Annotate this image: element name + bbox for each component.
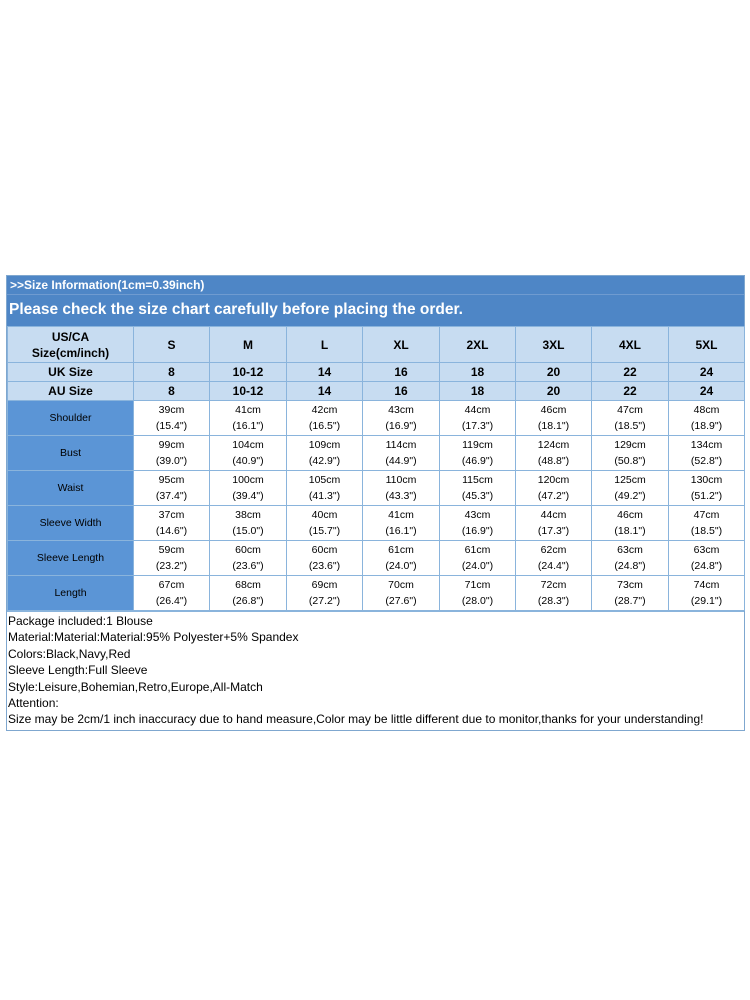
measurement-cell xyxy=(440,506,516,541)
inch-value: (24.0") xyxy=(461,560,494,572)
inch-value: (49.2") xyxy=(614,490,646,502)
inch-value: (18.9") xyxy=(690,420,723,432)
inch-value: (44.9") xyxy=(385,455,417,467)
measurement-label: Bust xyxy=(8,436,134,471)
measurement-row xyxy=(8,471,745,506)
measurement-cell xyxy=(287,576,363,611)
cm-value: 46cm xyxy=(617,509,643,521)
conversion-value: 14 xyxy=(287,363,363,382)
measurement-cell xyxy=(363,506,440,541)
cm-value: 46cm xyxy=(540,404,567,416)
inch-value: (15.0") xyxy=(232,525,264,537)
cm-value: 63cm xyxy=(693,544,720,556)
cm-value: 38cm xyxy=(235,509,261,521)
cm-value: 134cm xyxy=(690,439,723,451)
measurement-label: Length xyxy=(8,576,134,611)
measurement-cell xyxy=(516,541,592,576)
measurement-row xyxy=(8,541,745,576)
cm-value: 62cm xyxy=(540,544,567,556)
measurement-cell xyxy=(287,506,363,541)
measurement-cell xyxy=(440,401,516,436)
measurement-cell xyxy=(592,576,669,611)
measurement-label: Shoulder xyxy=(8,401,134,436)
size-column-header: M xyxy=(210,327,287,363)
size-table-body xyxy=(8,327,745,611)
measurement-cell xyxy=(363,436,440,471)
measurement-cell xyxy=(592,506,669,541)
cm-value: 61cm xyxy=(388,544,414,556)
inch-value: (16.1") xyxy=(232,420,264,432)
inch-value: (24.8") xyxy=(690,560,723,572)
cm-value: 43cm xyxy=(464,509,491,521)
inch-value: (15.4") xyxy=(155,420,188,432)
conversion-value: 10-12 xyxy=(210,363,287,382)
conversion-value: 18 xyxy=(440,382,516,401)
measurement-cell xyxy=(363,541,440,576)
size-column-header: XL xyxy=(363,327,440,363)
measurement-label: Sleeve Width xyxy=(8,506,134,541)
size-info-heading: >>Size Information(1cm=0.39inch) xyxy=(7,276,744,295)
cm-value: 70cm xyxy=(388,579,414,591)
measurement-cell xyxy=(440,541,516,576)
cm-value: 130cm xyxy=(690,474,723,486)
cm-value: 105cm xyxy=(308,474,341,486)
measurement-cell xyxy=(669,541,745,576)
note-line: Size may be 2cm/1 inch inaccuracy due to hand measure,Color may be little different due to monitor,thanks for your understanding! xyxy=(8,712,704,727)
measurement-cell xyxy=(210,401,287,436)
measurement-cell xyxy=(516,401,592,436)
size-check-notice: Please check the size chart carefully before placing the order. xyxy=(7,295,744,326)
conversion-value: 18 xyxy=(440,363,516,382)
cm-value: 100cm xyxy=(232,474,264,486)
cm-value: 115cm xyxy=(462,474,493,486)
measurement-cell xyxy=(669,576,745,611)
cm-value: 99cm xyxy=(158,439,185,451)
inch-value: (18.1") xyxy=(614,525,646,537)
cm-value: 48cm xyxy=(693,404,720,416)
cm-value: 43cm xyxy=(388,404,414,416)
measurement-cell xyxy=(669,436,745,471)
cm-value: 47cm xyxy=(617,404,643,416)
inch-value: (28.0") xyxy=(461,595,494,607)
cm-value: 119cm xyxy=(462,439,493,451)
inch-value: (15.7") xyxy=(308,525,341,537)
measurement-cell xyxy=(669,401,745,436)
measurement-cell xyxy=(669,506,745,541)
inch-value: (29.1") xyxy=(690,595,723,607)
cm-value: 40cm xyxy=(311,509,338,521)
inch-value: (16.9") xyxy=(385,420,417,432)
measurement-cell xyxy=(210,436,287,471)
cm-value: 42cm xyxy=(311,404,338,416)
cm-value: 63cm xyxy=(617,544,643,556)
inch-value: (27.6") xyxy=(385,595,417,607)
inch-value: (24.8") xyxy=(614,560,646,572)
cm-value: 47cm xyxy=(693,509,720,521)
inch-value: (17.3") xyxy=(461,420,494,432)
measurement-row xyxy=(8,401,745,436)
inch-value: (23.6") xyxy=(308,560,341,572)
conversion-label: UK Size xyxy=(8,363,134,382)
measurement-cell xyxy=(516,576,592,611)
cm-value: 68cm xyxy=(235,579,261,591)
inch-value: (23.6") xyxy=(232,560,264,572)
measurement-cell xyxy=(210,471,287,506)
measurement-cell xyxy=(210,506,287,541)
conversion-value: 14 xyxy=(287,382,363,401)
measurement-cell xyxy=(592,541,669,576)
cm-value: 39cm xyxy=(158,404,185,416)
inch-value: (17.3") xyxy=(537,525,570,537)
inch-value: (26.8") xyxy=(232,595,264,607)
cm-value: 60cm xyxy=(311,544,338,556)
cm-value: 41cm xyxy=(235,404,261,416)
cm-value: 41cm xyxy=(388,509,414,521)
inch-value: (24.4") xyxy=(537,560,570,572)
conversion-label: AU Size xyxy=(8,382,134,401)
note-line: Package included:1 Blouse xyxy=(8,614,153,628)
product-notes xyxy=(7,611,744,730)
note-line: Sleeve Length:Full Sleeve xyxy=(8,663,148,678)
measurement-cell xyxy=(134,576,210,611)
inch-value: (40.9") xyxy=(232,455,264,467)
conversion-value: 16 xyxy=(363,382,440,401)
size-column-header: 3XL xyxy=(516,327,592,363)
measurement-row xyxy=(8,576,745,611)
note-line: Style:Leisure,Bohemian,Retro,Europe,All-Match xyxy=(8,679,263,694)
measurement-cell xyxy=(363,401,440,436)
measurement-cell xyxy=(134,471,210,506)
conversion-value: 24 xyxy=(669,382,745,401)
inch-value: (46.9") xyxy=(461,455,494,467)
measurement-cell xyxy=(592,401,669,436)
note-line: Material:Material:Material:95% Polyester+5% Spandex xyxy=(8,630,299,645)
cm-value: 61cm xyxy=(464,544,491,556)
inch-value: (47.2") xyxy=(537,490,570,502)
conversion-row xyxy=(8,363,745,382)
conversion-value: 22 xyxy=(592,363,669,382)
measurement-cell xyxy=(287,401,363,436)
inch-value: (18.1") xyxy=(537,420,570,432)
size-label-line2: Size(cm/inch) xyxy=(31,345,110,360)
size-column-header: 4XL xyxy=(592,327,669,363)
measurement-cell xyxy=(287,541,363,576)
cm-value: 104cm xyxy=(232,439,264,451)
size-column-header: 5XL xyxy=(669,327,745,363)
size-label-header xyxy=(8,327,134,363)
cm-value: 114cm xyxy=(385,439,417,451)
cm-value: 74cm xyxy=(693,579,720,591)
inch-value: (52.8") xyxy=(690,455,723,467)
cm-value: 44cm xyxy=(464,404,491,416)
note-line: Attention: xyxy=(8,695,59,710)
inch-value: (39.0") xyxy=(155,455,188,467)
inch-value: (24.0") xyxy=(385,560,417,572)
cm-value: 109cm xyxy=(308,439,341,451)
measurement-cell xyxy=(669,471,745,506)
measurement-cell xyxy=(363,576,440,611)
inch-value: (18.5") xyxy=(614,420,646,432)
inch-value: (50.8") xyxy=(614,455,646,467)
inch-value: (41.3") xyxy=(308,490,341,502)
cm-value: 44cm xyxy=(540,509,567,521)
measurement-cell xyxy=(440,576,516,611)
measurement-cell xyxy=(516,506,592,541)
measurement-row xyxy=(8,436,745,471)
measurement-cell xyxy=(134,541,210,576)
measurement-cell xyxy=(287,471,363,506)
inch-value: (18.5") xyxy=(690,525,723,537)
note-line: Colors:Black,Navy,Red xyxy=(8,646,131,661)
size-table xyxy=(7,326,745,611)
cm-value: 110cm xyxy=(385,474,417,486)
measurement-cell xyxy=(516,436,592,471)
inch-value: (28.7") xyxy=(614,595,646,607)
inch-value: (16.1") xyxy=(385,525,417,537)
inch-value: (14.6") xyxy=(155,525,188,537)
inch-value: (45.3") xyxy=(461,490,494,502)
conversion-value: 20 xyxy=(516,382,592,401)
size-header-row xyxy=(8,327,745,363)
measurement-cell xyxy=(592,436,669,471)
inch-value: (39.4") xyxy=(232,490,264,502)
measurement-cell xyxy=(592,471,669,506)
inch-value: (48.8") xyxy=(537,455,570,467)
inch-value: (51.2") xyxy=(690,490,723,502)
inch-value: (27.2") xyxy=(308,595,341,607)
size-column-header: S xyxy=(134,327,210,363)
measurement-cell xyxy=(440,471,516,506)
cm-value: 69cm xyxy=(311,579,338,591)
cm-value: 72cm xyxy=(540,579,567,591)
conversion-value: 22 xyxy=(592,382,669,401)
measurement-cell xyxy=(516,471,592,506)
size-column-header: 2XL xyxy=(440,327,516,363)
cm-value: 60cm xyxy=(235,544,261,556)
measurement-cell xyxy=(134,436,210,471)
inch-value: (43.3") xyxy=(385,490,417,502)
measurement-cell xyxy=(287,436,363,471)
inch-value: (37.4") xyxy=(155,490,188,502)
inch-value: (16.5") xyxy=(308,420,341,432)
cm-value: 120cm xyxy=(537,474,570,486)
cm-value: 59cm xyxy=(158,544,185,556)
conversion-value: 16 xyxy=(363,363,440,382)
size-chart-card xyxy=(6,275,745,731)
conversion-value: 20 xyxy=(516,363,592,382)
cm-value: 124cm xyxy=(537,439,570,451)
cm-value: 129cm xyxy=(614,439,646,451)
cm-value: 73cm xyxy=(617,579,643,591)
measurement-cell xyxy=(134,506,210,541)
measurement-cell xyxy=(210,576,287,611)
size-column-header: L xyxy=(287,327,363,363)
measurement-row xyxy=(8,506,745,541)
cm-value: 71cm xyxy=(464,579,491,591)
cm-value: 37cm xyxy=(158,509,185,521)
measurement-cell xyxy=(363,471,440,506)
measurement-label: Sleeve Length xyxy=(8,541,134,576)
conversion-value: 8 xyxy=(134,382,210,401)
conversion-value: 10-12 xyxy=(210,382,287,401)
measurement-label: Waist xyxy=(8,471,134,506)
measurement-cell xyxy=(134,401,210,436)
inch-value: (28.3") xyxy=(537,595,570,607)
conversion-row xyxy=(8,382,745,401)
cm-value: 67cm xyxy=(158,579,185,591)
measurement-cell xyxy=(440,436,516,471)
conversion-value: 8 xyxy=(134,363,210,382)
inch-value: (16.9") xyxy=(461,525,494,537)
inch-value: (42.9") xyxy=(308,455,341,467)
inch-value: (26.4") xyxy=(155,595,188,607)
cm-value: 125cm xyxy=(614,474,646,486)
inch-value: (23.2") xyxy=(155,560,188,572)
conversion-value: 24 xyxy=(669,363,745,382)
measurement-cell xyxy=(210,541,287,576)
cm-value: 95cm xyxy=(158,474,185,486)
size-label-line1: US/CA xyxy=(51,329,90,344)
